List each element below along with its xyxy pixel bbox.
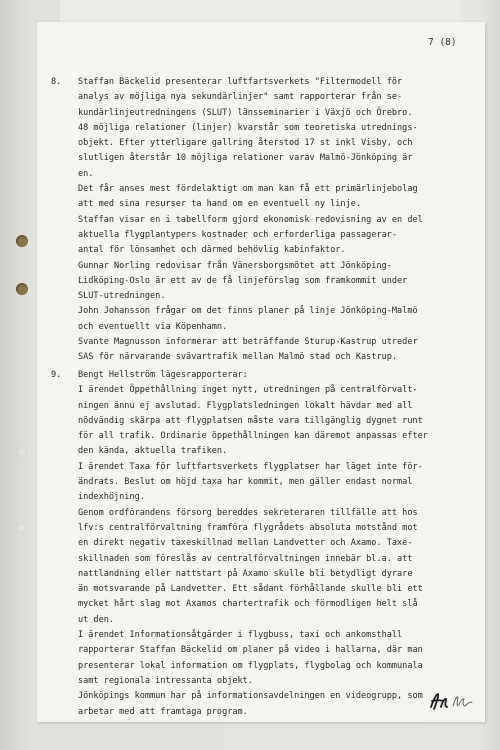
text-line: nattlandning eller nattstart på Axamo skulle bli betydligt dyrare — [78, 568, 413, 579]
item-number: 9. — [51, 370, 62, 380]
text-line: Lidköping-Oslo är ett av de få linjeförslag som framkommit under — [78, 275, 408, 286]
page-number: 7 (8) — [428, 37, 457, 48]
text-line: analys av möjliga nya sekundärlinjer" samt rapporterar från se- — [78, 92, 403, 103]
text-line: antal för lönsamhet och därmed behövlig kabinfaktor. — [78, 245, 346, 256]
text-line: slutligen återstår 10 möjliga relationer varav Malmö-Jönköping är — [78, 153, 413, 164]
text-line: objekt. Efter ytterligare gallring återstod 17 st inkl Visby, och — [78, 138, 413, 149]
agenda-item-8 — [51, 75, 423, 363]
text-line: presenterar lokal information om flygplats, flygbolag och kommunala — [78, 660, 423, 671]
text-line: Genom ordförandens försorg bereddes sekreteraren tillfälle att hos — [78, 507, 418, 518]
text-line: kundärlinjeutredningens (SLUT) länsseminarier i Växjö och Örebro. — [78, 107, 413, 118]
text-line: Staffan visar en i tabellform gjord ekonomisk redovisning av en del — [78, 214, 423, 225]
item-text — [78, 368, 428, 720]
item-number: 8. — [51, 77, 62, 87]
text-line: ut den. — [78, 614, 115, 625]
text-line: Svante Magnusson informerar att beträffande Sturup-Kastrup utreder — [78, 337, 418, 348]
binder-hole-middle — [16, 283, 28, 295]
text-line: Bengt Hellström lägesrapporterar: — [78, 370, 248, 380]
binder-hole-top — [16, 235, 28, 247]
text-line: ändrats. Beslut om höjd taxa har kommit, men gäller endast normal — [78, 477, 413, 488]
text-line: SAS för närvarande svävartrafik mellan Malmö stad och Kastrup. — [78, 352, 398, 363]
text-line: I ärendet Taxa för luftfartsverkets flygplatser har läget inte för- — [78, 461, 423, 472]
text-line: en. — [78, 168, 94, 179]
text-line: I ärendet Öppethållning inget nytt, utredningen på centralförvalt- — [78, 385, 418, 396]
text-line: och eventuellt via Köpenhamn. — [78, 321, 228, 332]
text-line: Gunnar Norling redovisar från Vänersborgsmötet att Jönköping- — [78, 260, 392, 271]
text-line: aktuella flygplantypers kostnader och erforderliga passagerar- — [78, 229, 398, 240]
text-line: att med sina resurser ta hand om en eventuell ny linje. — [78, 199, 362, 210]
agenda-item-9 — [51, 368, 428, 717]
text-line: arbetar med att framtaga program. — [78, 706, 248, 717]
binder-hole-faint-lower — [17, 523, 27, 533]
text-line: indexhöjning. — [78, 492, 145, 503]
binder-hole-faint-upper — [17, 447, 27, 457]
text-line: lfv:s centralförvaltning framföra flygrådets absoluta motstånd mot — [78, 522, 418, 533]
text-line: John Johansson frågar om det finns planer på linje Jönköping-Malmö — [78, 306, 418, 317]
text-line: den kända, aktuella trafiken. — [78, 446, 228, 457]
text-line: för all trafik. Ordinarie öppethållningen kan däremot anpassas efter — [78, 431, 428, 442]
handwritten-initials — [428, 690, 478, 712]
item-text — [78, 75, 423, 366]
text-line: SLUT-utredningen. — [78, 291, 166, 302]
text-line: en direkt negativ taxeskillnad mellan Landvetter och Axamo. Taxe- — [78, 538, 413, 549]
text-line: Staffan Bäckelid presenterar luftfartsverkets "Filtermodell för — [78, 77, 403, 87]
text-line: ningen ännu ej avslutad. Flygplatsledningen lokalt hävdar med all — [78, 400, 413, 411]
text-line: nödvändig skärpa att flygplatsen måste vara tillgänglig dygnet runt — [78, 415, 423, 426]
underlying-page-edge — [60, 0, 460, 22]
text-line: mycket hårt slag mot Axamos chartertrafik och förmodligen helt slå — [78, 599, 418, 610]
text-line: än motsvarande på Landvetter. Ett sådant förhållande skulle bli ett — [78, 584, 423, 595]
text-line: Det får anses mest fördelaktigt om man kan få ett primärlinjebolag — [78, 184, 418, 195]
text-line: Jönköpings kommun har på informationsavdelningen en videogrupp, som — [78, 691, 423, 702]
text-line: rapporterar Staffan Bäckelid om planer på video i hallarna, där man — [78, 645, 423, 656]
text-line: skillnaden som föreslås av centralförvaltningen innebär bl.a. att — [78, 553, 413, 564]
text-line: I ärendet Informationsåtgärder i flygbuss, taxi och ankomsthall — [78, 630, 403, 641]
text-line: samt regionala intressanta objekt. — [78, 675, 253, 686]
text-line: 48 möjliga relationer (linjer) kvarstår som teoretiska utrednings- — [78, 122, 418, 133]
